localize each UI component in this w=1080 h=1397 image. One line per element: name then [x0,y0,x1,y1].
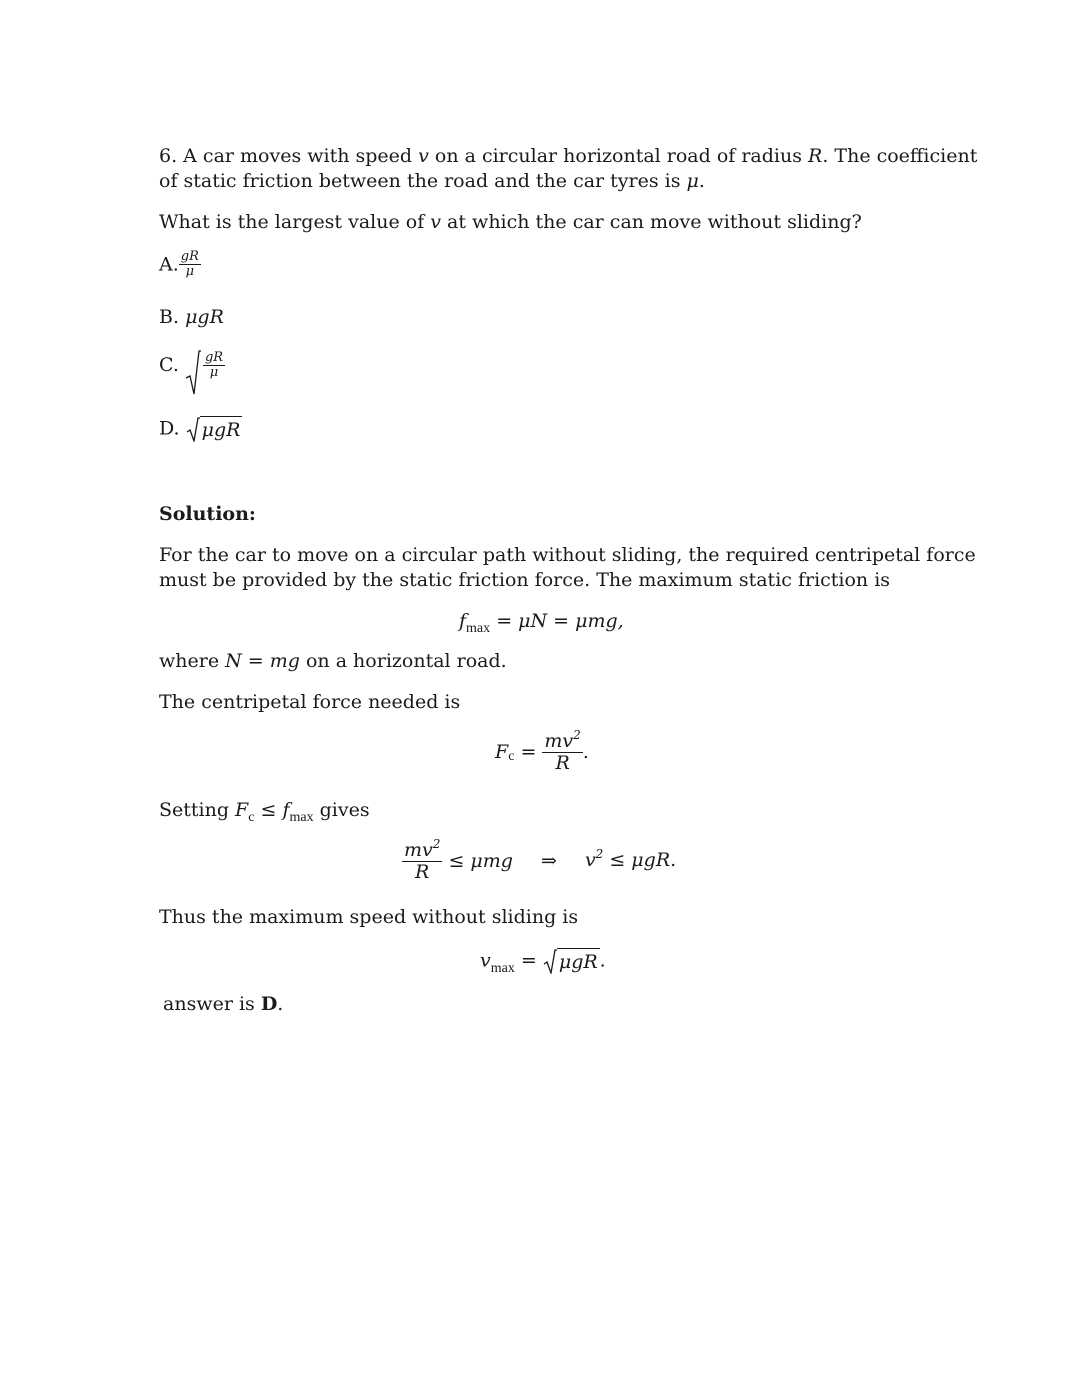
question-line-2: of static friction between the road and the car tyres is μ. [159,170,705,192]
option-d-sqrt: μgR [186,416,243,443]
centripetal-intro: The centripetal force needed is [159,691,461,713]
solution-heading: Solution: [159,503,256,525]
solution-paragraph-1-line-1: For the car to move on a circular path without sliding, the required centripetal force [159,544,976,566]
question-prompt: What is the largest value of v at which the car can move without sliding? [159,211,862,233]
option-c-sqrt: $\frac{gR}{\mu}$ [185,350,227,381]
question-line-1: 6. A car moves with speed v on a circular horizontal road of radius R. The coefficient [159,145,978,167]
equation-max-speed: $v_{max}$ = μgR . [480,949,606,976]
max-speed-intro: Thus the maximum speed without sliding is [159,906,579,928]
option-c: C. $\frac{gR}{\mu}$ [159,350,227,396]
equation-max-friction: $f_{max} = \mu N = \mu mg$, [459,610,624,636]
where-normal-force: where N = mg on a horizontal road. [159,650,507,672]
equation-inequality: $\frac{mv^2}{R}$ ≤ μmg ⇒ $v^2 \le \mu gR$. [404,837,677,883]
setting-condition: Setting $F_c \le f_{max}$ gives [159,799,370,825]
option-a: A. $\frac{gR}{\mu}$ [159,249,199,280]
option-a-fraction: $\frac{gR}{\mu}$ [180,249,199,280]
final-answer: answer is D. [163,993,284,1015]
equation-centripetal-force: $F_c$ = $\frac{mv^2}{R}$ . [495,728,589,774]
solution-paragraph-1-line-2: must be provided by the static friction force. The maximum static friction is [159,569,891,591]
option-d: D. μgR [159,417,241,441]
option-b: B. μgR [159,306,224,328]
max-speed-sqrt: μgR [543,948,600,975]
